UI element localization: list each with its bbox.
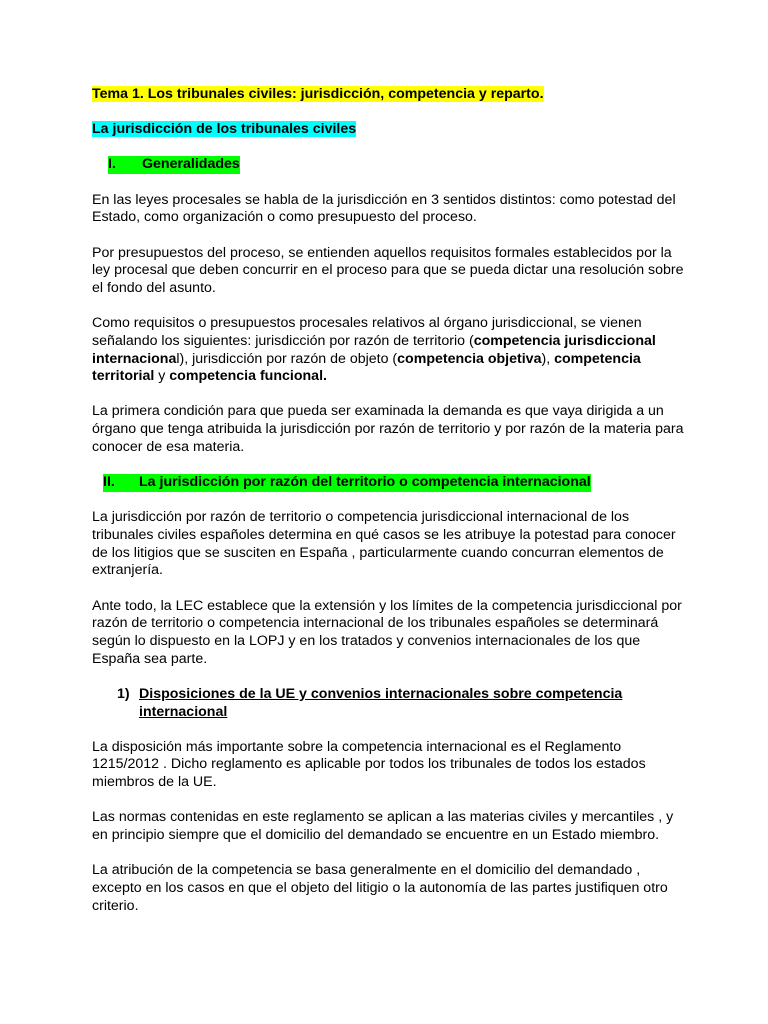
section-2-number: II. <box>103 474 115 491</box>
section-2-highlight <box>103 474 591 492</box>
section-heading-generalidades <box>92 156 686 174</box>
section-heading-jurisdiccion-territorio <box>92 474 686 492</box>
subsection-heading-disposiciones-ue <box>92 686 686 721</box>
section-1-title: Generalidades <box>142 156 240 173</box>
document-title <box>92 86 686 104</box>
section-1-highlight <box>108 156 240 174</box>
paragraph-4: La primera condición para que pueda ser examinada la demanda es que vaya dirigida a un órgano que tenga atribuida la jurisdicción por razón de territorio y por razón de la materia para conocer de esa materia. <box>92 403 684 455</box>
paragraph-6: Ante todo, la LEC establece que la extensión y los límites de la competencia jurisdiccional por razón de territorio o competencia internacional de los tribunales españoles se determinará según lo dispuesto en la LOPJ y en los tratados y convenios internacionales de los que España sea parte. <box>92 597 682 667</box>
paragraph-3-text-2: l), jurisdicción por razón de objeto ( <box>176 350 398 367</box>
paragraph-1: En las leyes procesales se habla de la jurisdicción en 3 sentidos distintos: como potestad del Estado, como organización o como presupuesto del proceso. <box>92 191 676 226</box>
paragraph-3-text-4: y <box>154 368 170 385</box>
paragraph-2: Por presupuestos del proceso, se entienden aquellos requisitos formales establecidos por la ley procesal que deben concurrir en el proceso para que se pueda dictar una resolución sobre el fondo del asunto. <box>92 244 684 296</box>
paragraph-3-bold-1: competencia jurisdiccional internaciona <box>92 332 656 367</box>
paragraph-3-text-3: ), <box>541 350 555 367</box>
document-subtitle <box>92 121 686 139</box>
paragraph-8: Las normas contenidas en este reglamento se aplican a las materias civiles y mercantiles , y en principio siempre que el domicilio del demandado se encuentre en un Estado miembro. <box>92 809 674 844</box>
paragraph-9: La atribución de la competencia se basa generalmente en el domicilio del demandado , excepto en los casos en que el objeto del litigio o la autonomía de las partes justifiquen otro criterio. <box>92 862 668 914</box>
document-body <box>92 86 686 915</box>
paragraph-3-text-1: Como requisitos o presupuestos procesales relativos al órgano jurisdiccional, se vienen señalando los siguientes: jurisdicción por razón de territorio ( <box>92 315 642 349</box>
section-1-number: I. <box>108 156 116 173</box>
paragraph-3-bold-4: competencia funcional. <box>169 368 327 385</box>
paragraph-3-bold-2: competencia objetiva <box>397 350 542 367</box>
subtitle-text: La jurisdicción de los tribunales civiles <box>92 121 357 138</box>
subsection-1-title: Disposiciones de la UE y convenios internacionales sobre competencia internacional <box>139 685 623 720</box>
title-text: Tema 1. Los tribunales civiles: jurisdicción, competencia y reparto. <box>92 86 544 102</box>
paragraph-3-bold-3: competencia territorial <box>92 350 641 385</box>
subsection-1-number: 1) <box>117 685 130 702</box>
paragraph-5: La jurisdicción por razón de territorio o competencia jurisdiccional internacional de los tribunales civiles españoles determina en qué casos se les atribuye la potestad para conocer de los litigios que se susciten en España , particularmente cuando concurran elementos de extranjería. <box>92 509 676 579</box>
paragraph-3 <box>92 315 686 386</box>
section-2-title: La jurisdicción por razón del territorio o competencia internacional <box>139 474 591 491</box>
paragraph-7: La disposición más importante sobre la competencia internacional es el Reglamento 1215/2012 . Dicho reglamento es aplicable por todos los tribunales de todos los estados miembros de la UE. <box>92 738 646 791</box>
